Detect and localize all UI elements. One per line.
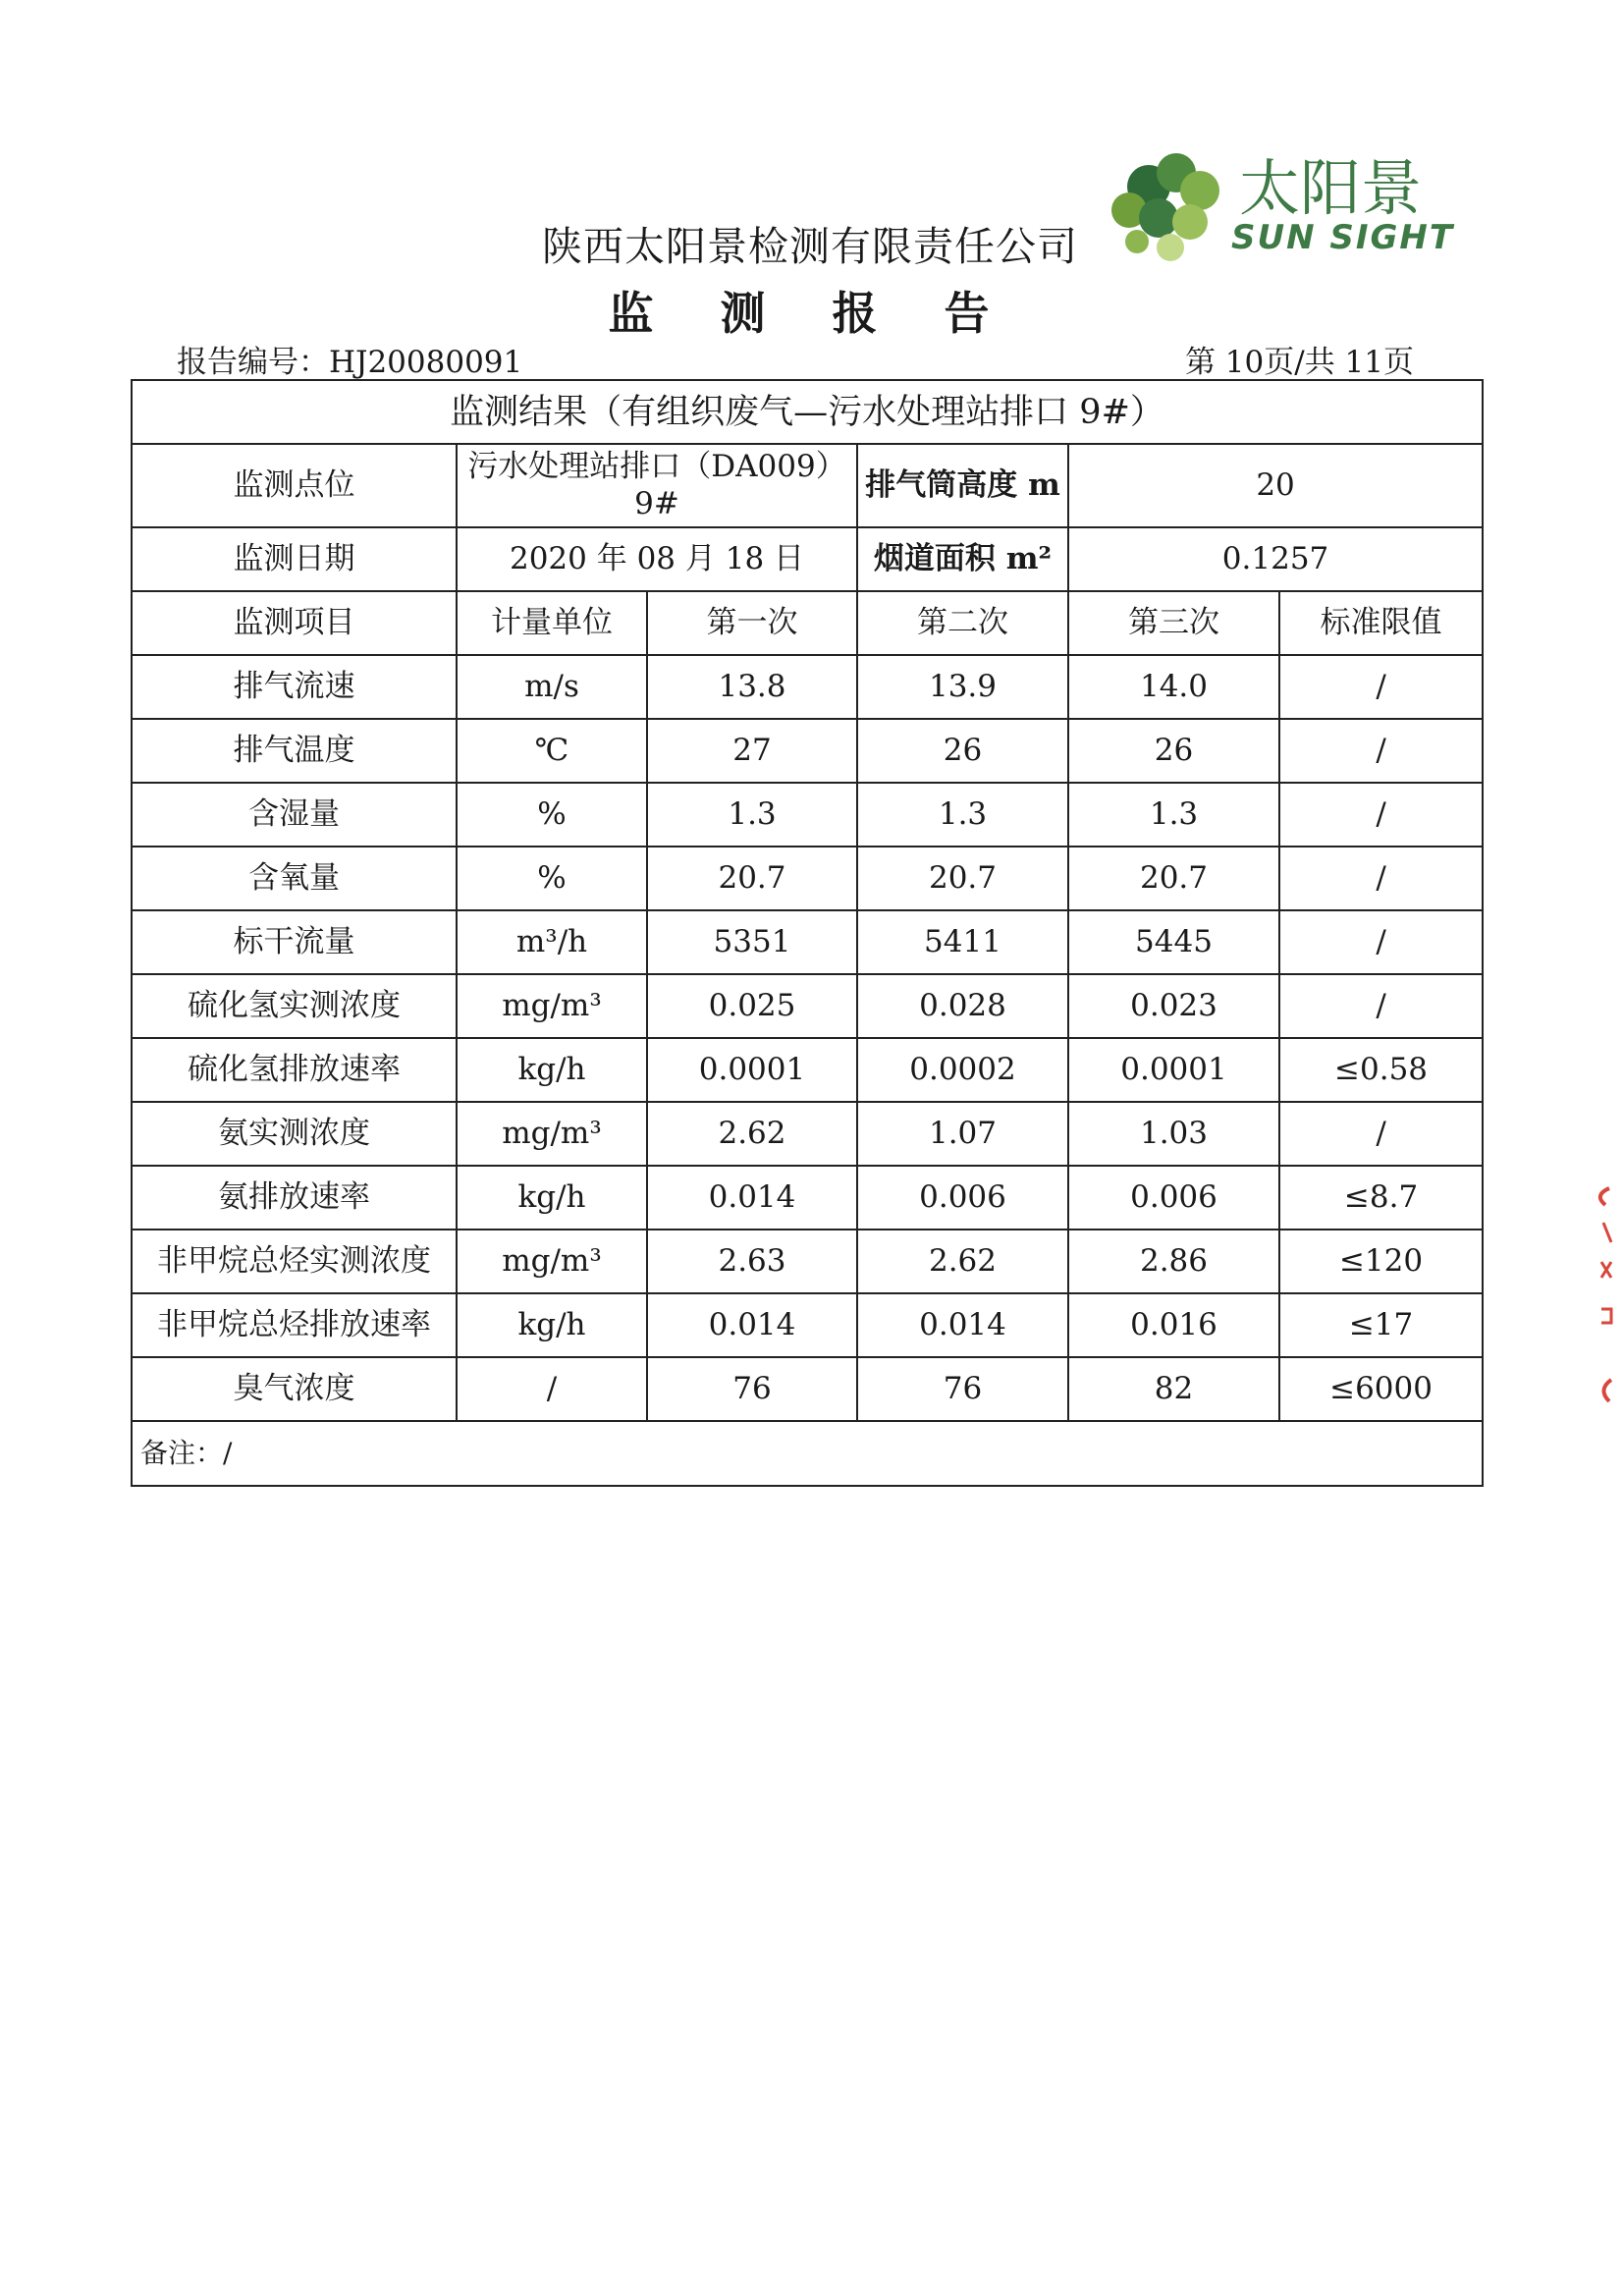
limit-cell: ≤17 <box>1279 1293 1483 1357</box>
value-cell: 0.014 <box>647 1293 857 1357</box>
unit-cell: mg/m³ <box>457 1230 647 1293</box>
logo-english-text: SUN SIGHT <box>1231 218 1455 257</box>
value-cell: 1.07 <box>857 1102 1068 1166</box>
value-cell: 2.63 <box>647 1230 857 1293</box>
limit-cell: ≤120 <box>1279 1230 1483 1293</box>
report-number: 报告编号：HJ20080091 <box>177 345 523 380</box>
limit-cell: / <box>1279 1102 1483 1166</box>
limit-cell: / <box>1279 910 1483 974</box>
logo-chinese-text: 太阳景 <box>1239 152 1423 224</box>
item-cell: 含氧量 <box>132 847 457 910</box>
value-cell: 5411 <box>857 910 1068 974</box>
table-row <box>132 1293 1483 1357</box>
column-header: 标准限值 <box>1279 591 1483 655</box>
value-cell: 82 <box>1068 1357 1279 1421</box>
value-cell: 0.0001 <box>647 1038 857 1102</box>
value-cell: 20.7 <box>857 847 1068 910</box>
report-title: 监 测 报 告 <box>608 287 1015 340</box>
remarks: 备注：/ <box>132 1421 1483 1486</box>
stack-height-value: 20 <box>1068 444 1483 527</box>
value-cell: 0.023 <box>1068 974 1279 1038</box>
column-header-row <box>132 591 1483 655</box>
column-header: 第二次 <box>857 591 1068 655</box>
item-cell: 含湿量 <box>132 783 457 847</box>
value-cell: 2.86 <box>1068 1230 1279 1293</box>
limit-cell: ≤6000 <box>1279 1357 1483 1421</box>
value-cell: 26 <box>857 719 1068 783</box>
value-cell: 20.7 <box>1068 847 1279 910</box>
unit-cell: ℃ <box>457 719 647 783</box>
point-label: 监测点位 <box>132 444 457 527</box>
item-cell: 非甲烷总烃实测浓度 <box>132 1230 457 1293</box>
column-header: 第三次 <box>1068 591 1279 655</box>
limit-cell: ≤0.58 <box>1279 1038 1483 1102</box>
value-cell: 13.9 <box>857 655 1068 719</box>
column-header: 监测项目 <box>132 591 457 655</box>
point-value-line2: 9# <box>634 485 679 521</box>
unit-cell: / <box>457 1357 647 1421</box>
point-value <box>457 444 857 527</box>
value-cell: 0.014 <box>647 1166 857 1230</box>
table-row <box>132 719 1483 783</box>
limit-cell: / <box>1279 847 1483 910</box>
point-value-line1: 污水处理站排口（DA009） <box>467 449 846 485</box>
value-cell: 2.62 <box>857 1230 1068 1293</box>
item-cell: 氨实测浓度 <box>132 1102 457 1166</box>
item-cell: 排气流速 <box>132 655 457 719</box>
column-header: 第一次 <box>647 591 857 655</box>
unit-cell: m³/h <box>457 910 647 974</box>
value-cell: 0.006 <box>857 1166 1068 1230</box>
value-cell: 27 <box>647 719 857 783</box>
item-cell: 臭气浓度 <box>132 1357 457 1421</box>
unit-cell: kg/h <box>457 1293 647 1357</box>
unit-cell: kg/h <box>457 1166 647 1230</box>
unit-cell: mg/m³ <box>457 1102 647 1166</box>
table-row <box>132 655 1483 719</box>
value-cell: 1.3 <box>857 783 1068 847</box>
value-cell: 0.0002 <box>857 1038 1068 1102</box>
value-cell: 26 <box>1068 719 1279 783</box>
monitoring-results-table <box>131 379 1484 1487</box>
table-row <box>132 1357 1483 1421</box>
value-cell: 5445 <box>1068 910 1279 974</box>
value-cell: 1.3 <box>647 783 857 847</box>
table-row <box>132 847 1483 910</box>
table-title: 监测结果（有组织废气—污水处理站排口 9#） <box>132 380 1483 444</box>
value-cell: 13.8 <box>647 655 857 719</box>
date-label: 监测日期 <box>132 527 457 591</box>
table-row <box>132 1102 1483 1166</box>
leaf-cluster-icon <box>1111 153 1219 261</box>
unit-cell: m/s <box>457 655 647 719</box>
company-name: 陕西太阳景检测有限责任公司 <box>542 223 1078 270</box>
limit-cell: / <box>1279 719 1483 783</box>
table-row <box>132 1230 1483 1293</box>
limit-cell: / <box>1279 974 1483 1038</box>
stack-height-label: 排气筒高度 m <box>857 444 1068 527</box>
unit-cell: % <box>457 847 647 910</box>
item-cell: 标干流量 <box>132 910 457 974</box>
table-row <box>132 910 1483 974</box>
limit-cell: / <box>1279 783 1483 847</box>
value-cell: 76 <box>857 1357 1068 1421</box>
item-cell: 非甲烷总烃排放速率 <box>132 1293 457 1357</box>
value-cell: 0.028 <box>857 974 1068 1038</box>
item-cell: 排气温度 <box>132 719 457 783</box>
seal-stamp-icon <box>1576 1183 1615 1409</box>
table-row <box>132 783 1483 847</box>
value-cell: 0.025 <box>647 974 857 1038</box>
limit-cell: ≤8.7 <box>1279 1166 1483 1230</box>
date-value: 2020 年 08 月 18 日 <box>457 527 857 591</box>
unit-cell: % <box>457 783 647 847</box>
value-cell: 14.0 <box>1068 655 1279 719</box>
value-cell: 0.014 <box>857 1293 1068 1357</box>
table-row <box>132 974 1483 1038</box>
flue-area-value: 0.1257 <box>1068 527 1483 591</box>
value-cell: 2.62 <box>647 1102 857 1166</box>
value-cell: 1.3 <box>1068 783 1279 847</box>
table-row <box>132 1038 1483 1102</box>
value-cell: 0.0001 <box>1068 1038 1279 1102</box>
unit-cell: kg/h <box>457 1038 647 1102</box>
value-cell: 76 <box>647 1357 857 1421</box>
limit-cell: / <box>1279 655 1483 719</box>
column-header: 计量单位 <box>457 591 647 655</box>
value-cell: 5351 <box>647 910 857 974</box>
value-cell: 1.03 <box>1068 1102 1279 1166</box>
value-cell: 20.7 <box>647 847 857 910</box>
flue-area-label: 烟道面积 m² <box>857 527 1068 591</box>
item-cell: 氨排放速率 <box>132 1166 457 1230</box>
value-cell: 0.006 <box>1068 1166 1279 1230</box>
unit-cell: mg/m³ <box>457 974 647 1038</box>
item-cell: 硫化氢实测浓度 <box>132 974 457 1038</box>
table-row <box>132 1166 1483 1230</box>
page-number: 第 10页/共 11页 <box>1184 345 1414 380</box>
item-cell: 硫化氢排放速率 <box>132 1038 457 1102</box>
value-cell: 0.016 <box>1068 1293 1279 1357</box>
